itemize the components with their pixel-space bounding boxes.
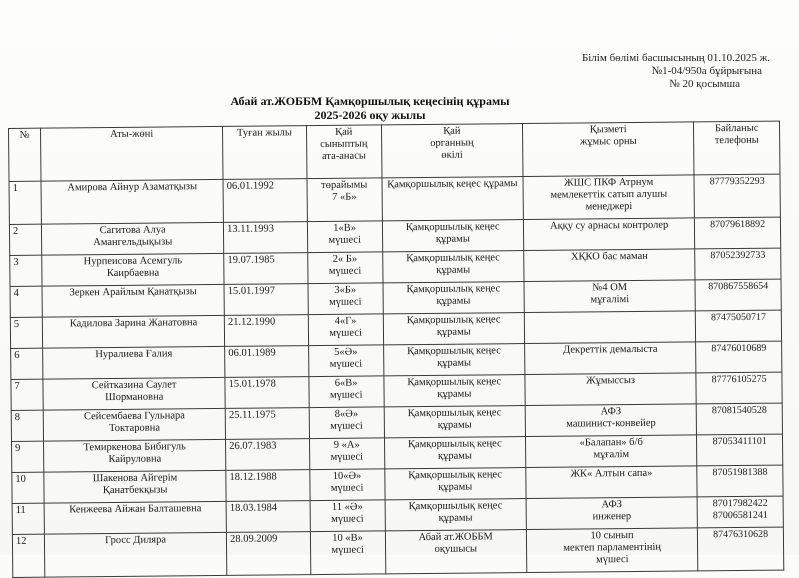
cell-name: Сагитова Алуа Амангельдықызы (42, 222, 224, 255)
cell-num: 7 (11, 379, 43, 410)
approval-line-2: №1-04/950а бұйрығына (651, 65, 762, 77)
cell-num: 1 (9, 181, 42, 224)
cell-job (524, 311, 696, 344)
cell-dob: 15.01.1997 (224, 284, 308, 316)
cell-job: №4 ОМ мұғалімі (524, 280, 696, 313)
cell-num: 2 (9, 224, 41, 255)
cell-name: Кадилова Зарина Жанатовна (42, 315, 224, 348)
cell-dob: 25.11.1975 (225, 408, 309, 440)
cell-phone: 87081540528 (696, 403, 782, 435)
document-title: Абай ат.ЖОББМ Қамқоршылық кеңесінің құрамы (230, 94, 510, 108)
cell-num: 12 (12, 534, 45, 577)
cell-name: Нурпеисова Асемгуль Каирбаевна (42, 253, 224, 286)
cell-job: ЖШС ПКФ Атрнум мемлекеттік сатып алушы менеджері (523, 175, 695, 220)
cell-job: Аққу су арнасы контролер (523, 218, 695, 251)
table-row (12, 527, 783, 577)
cell-phone: 87776105275 (696, 372, 782, 404)
cell-phone: 87017982422 87006581241 (697, 496, 783, 528)
cell-organ: Қамқоршылық кеңес құрамы (385, 499, 527, 531)
cell-organ: Қамқоршылық кеңес құрамы (382, 220, 524, 252)
approval-stamp (470, 52, 770, 91)
cell-name: Кенжеева Айжан Балташевна (44, 501, 226, 534)
cell-job: ЖК« Алтын сапа» (526, 466, 698, 499)
cell-job: ХҚКО бас маман (524, 249, 696, 282)
header-name: Аты-жөні (41, 126, 224, 181)
cell-dob: 26.07.1983 (226, 439, 310, 471)
cell-organ: Қамқоршылық кеңес құрамы (382, 177, 524, 221)
cell-num: 10 (12, 472, 44, 503)
cell-organ: Қамқоршылық кеңес құрамы (384, 437, 526, 469)
cell-phone: 87051981388 (697, 465, 783, 497)
cell-num: 9 (12, 441, 44, 472)
cell-dob: 06.01.1989 (225, 346, 309, 378)
cell-class: 6«В» мүшесі (309, 376, 384, 408)
cell-name: Нуралиева Ғалия (43, 346, 225, 379)
table-body (9, 174, 784, 577)
cell-dob: 15.01.1978 (225, 377, 309, 409)
cell-name: Зеркен Арайлым Қанатқызы (42, 284, 224, 317)
cell-dob: 06.01.1992 (223, 179, 307, 223)
header-organ: Қай органның өкілі (381, 124, 523, 178)
cell-class: 5«Ә» мүшесі (308, 345, 383, 377)
cell-phone: 87476310628 (698, 527, 784, 571)
cell-organ: Қамқоршылық кеңес құрамы (383, 313, 525, 345)
approval-line-1: Білім бөлімі басшысының 01.10.2025 ж. (581, 52, 770, 64)
cell-class: 11 «Ә» мүшесі (310, 500, 385, 532)
cell-num: 8 (11, 410, 43, 441)
cell-class: 4«Г» мүшесі (308, 314, 383, 346)
cell-class: 10 «В» мүшесі (310, 531, 385, 575)
cell-dob: 18.12.1988 (226, 470, 310, 502)
cell-name: Сейсембаева Гульнара Токтаровна (43, 408, 225, 441)
cell-job: АФЗ инженер (526, 497, 698, 530)
cell-phone: 87052392733 (695, 248, 781, 280)
cell-dob: 21.12.1990 (224, 315, 308, 347)
cell-organ: Қамқоршылық кеңес құрамы (382, 251, 524, 283)
cell-num: 11 (12, 503, 44, 534)
document-subtitle: 2025-2026 оқу жылы (314, 108, 426, 122)
cell-name: Гросс Диляра (45, 532, 227, 577)
cell-organ: Қамқоршылық кеңес құрамы (383, 344, 525, 376)
cell-num: 3 (10, 255, 42, 286)
cell-class: 2« Б» мүшесі (307, 252, 382, 284)
cell-class: төрайымы 7 «Б» (307, 178, 382, 222)
cell-num: 6 (11, 348, 43, 379)
cell-dob: 19.07.1985 (224, 253, 308, 285)
cell-class: 1«В» мүшесі (307, 221, 382, 253)
council-table (8, 121, 784, 578)
cell-num: 4 (10, 286, 42, 317)
header-num: № (9, 128, 42, 181)
cell-class: 3«Б» мүшесі (308, 283, 383, 315)
cell-job: 10 сынып мектеп парламентінің мүшесі (526, 528, 698, 573)
cell-name: Темиркенова Бибигуль Кайруловна (44, 439, 226, 472)
cell-name: Амирова Айнур Азаматқызы (41, 179, 223, 224)
header-job: Қызметі жұмыс орны (522, 122, 694, 177)
cell-phone: 870867558654 (695, 279, 781, 311)
cell-organ: Абай ат.ЖОББМ оқушысы (385, 530, 527, 574)
document-title-block (180, 94, 560, 122)
cell-organ: Қамқоршылық кеңес құрамы (384, 375, 526, 407)
approval-line-3: № 20 қосымша (669, 78, 740, 90)
cell-num: 5 (10, 317, 42, 348)
cell-phone: 87476010689 (696, 341, 782, 373)
cell-organ: Қамқоршылық кеңес құрамы (383, 282, 525, 314)
cell-job: «Балапан» б/б мұғалім (525, 435, 697, 468)
table-header-row (9, 121, 780, 181)
cell-organ: Қамқоршылық кеңес құрамы (384, 406, 526, 438)
header-class: Қай сыныптың ата-анасы (306, 125, 381, 179)
cell-dob: 13.11.1993 (224, 222, 308, 254)
cell-job: Жұмыссыз (525, 373, 697, 406)
cell-phone: 87779352293 (694, 174, 780, 218)
header-phone: Байланыс телефоны (694, 121, 780, 175)
cell-class: 9 «А» мүшесі (309, 438, 384, 470)
cell-phone: 87053411101 (697, 434, 783, 466)
cell-name: Шакенова Айгерім Қанатбекқызы (44, 470, 226, 503)
cell-dob: 28.09.2009 (227, 532, 311, 576)
cell-class: 10«Ә» мүшесі (309, 469, 384, 501)
cell-organ: Қамқоршылық кеңес құрамы (384, 468, 526, 500)
cell-phone: 87079618892 (695, 217, 781, 249)
cell-job: Декреттік демалыста (525, 342, 697, 375)
cell-name: Сейтказина Саулет Шормановна (43, 377, 225, 410)
cell-dob: 18.03.1984 (226, 501, 310, 533)
cell-phone: 87475050717 (696, 310, 782, 342)
cell-job: АФЗ машинист-конвейер (525, 404, 697, 437)
table-row (9, 174, 780, 224)
cell-class: 8«Ә» мүшесі (309, 407, 384, 439)
header-dob: Туған жылы (223, 126, 307, 180)
